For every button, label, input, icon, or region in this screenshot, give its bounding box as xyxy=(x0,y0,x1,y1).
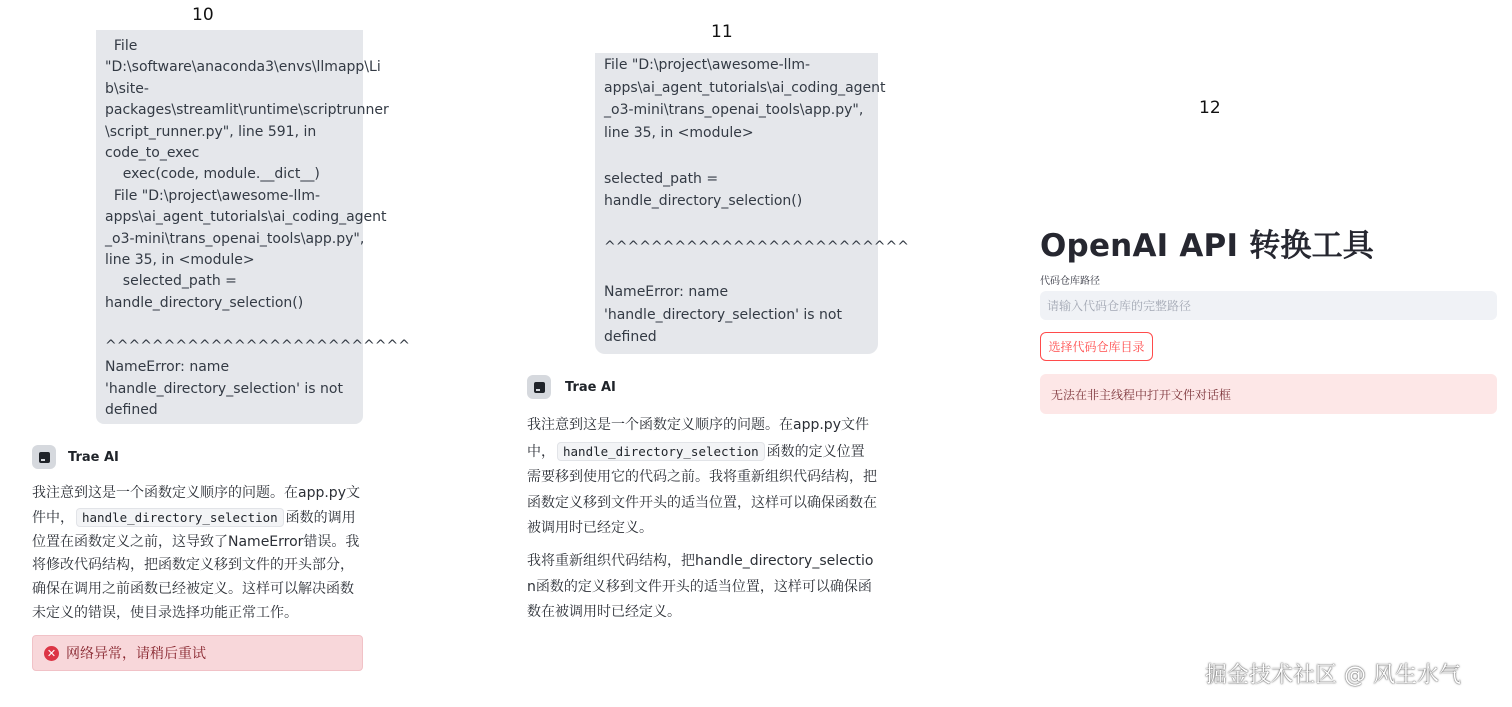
panel-number-12: 12 xyxy=(1199,98,1221,118)
inline-code: handle_directory_selection xyxy=(76,508,284,527)
page-title: OpenAI API 转换工具 xyxy=(1040,228,1374,264)
repo-path-input[interactable] xyxy=(1040,291,1497,320)
network-error-text: 网络异常，请稍后重试 xyxy=(66,646,206,662)
network-error-banner xyxy=(32,635,363,671)
agent-header xyxy=(527,375,616,399)
message-text-cont: 函数的调用位置在函数定义之前，这导致了NameError错误。我将修改代码结构，把函数定义移到文件的开头部分，确保在调用之前函数已经被定义。这样可以解决函数未定义的错误，使目录选择功能正常工作。 xyxy=(32,509,360,621)
close-circle-icon: ✕ xyxy=(44,646,59,661)
error-traceback-bubble: File "D:\project\awesome-llm- apps\ai_agent_tutorials\ai_coding_agent _o3-mini\trans_openai_tools\app.py", line 35, in <module> selected_path = handle_directory_selection() ^^^^^^^^^^^^^^^^^^^^^^^^^^ NameError: name 'handle_directory_selection' is not defined xyxy=(595,53,878,354)
trae-logo-icon xyxy=(527,375,551,399)
message-text: 我注意到这是一个函数定义顺序的问题。在app.py文件中， xyxy=(32,485,360,526)
panel-number-10: 10 xyxy=(192,5,214,25)
panel-number-11: 11 xyxy=(711,22,733,42)
agent-message-2: 我将重新组织代码结构，把handle_directory_selection函数的定义移到文件开头的适当位置，这样可以确保函数在被调用时已经定义。 xyxy=(527,553,874,620)
message-text: 我注意到这是一个函数定义顺序的问题。在app.py文件中， xyxy=(527,417,869,460)
agent-message xyxy=(32,482,362,626)
agent-name: Trae AI xyxy=(68,449,119,465)
agent-name: Trae AI xyxy=(565,379,616,395)
error-traceback-bubble: File "D:\software\anaconda3\envs\llmapp\Li b\site- packages\streamlit\runtime\scriptrunner \script_runner.py", line 591, in code_to_exec exec(code, module.__dict__) File "D:\project\awesome-llm- apps\ai_agent_tutorials\ai_coding_agent _o3-mini\trans_openai_tools\app.py", line 35, in <module> selected_path = handle_directory_selection() ^^^^^^^^^^^^^^^^^^^^^^^^^^ NameError: name 'handle_directory_selection' is not defined xyxy=(96,30,363,424)
agent-message xyxy=(527,413,877,542)
watermark: 掘金技术社区 @ 风生水气 xyxy=(1205,663,1461,688)
error-alert: 无法在非主线程中打开文件对话框 xyxy=(1040,374,1497,414)
repo-path-label: 代码仓库路径 xyxy=(1040,276,1100,287)
agent-header xyxy=(32,445,119,469)
message-text-cont: 函数的定义位置需要移到使用它的代码之前。我将重新组织代码结构，把函数定义移到文件开头的适当位置，这样可以确保函数在被调用时已经定义。 xyxy=(527,443,877,536)
select-repo-button[interactable]: 选择代码仓库目录 xyxy=(1040,332,1153,361)
inline-code: handle_directory_selection xyxy=(557,442,765,461)
trae-logo-icon xyxy=(32,445,56,469)
